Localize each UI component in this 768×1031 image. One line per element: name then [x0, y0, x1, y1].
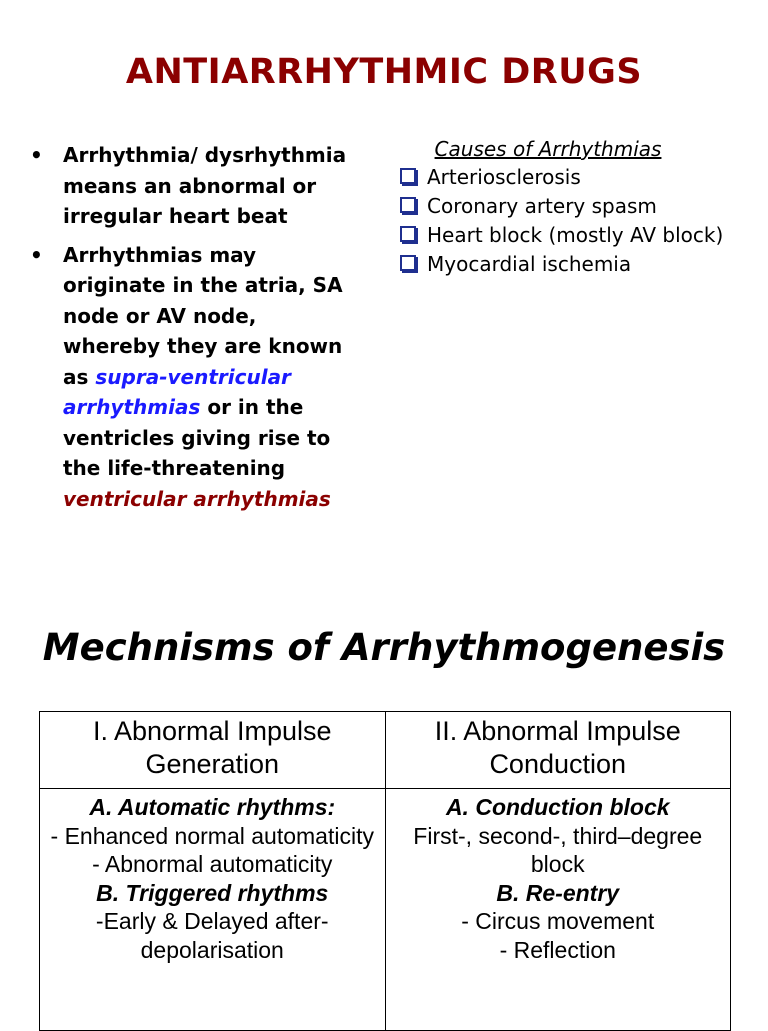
cause-label: Heart block (mostly AV block)	[427, 223, 724, 247]
cause-item	[398, 223, 728, 247]
cause-label: Myocardial ischemia	[427, 252, 632, 276]
degree-block: First-, second-, third–degree block	[413, 822, 703, 877]
table-header-row	[40, 712, 731, 789]
reflection: - Reflection	[499, 936, 616, 963]
checkbox-bullet-icon	[400, 226, 416, 242]
page-title: ANTIARRHYTHMIC DRUGS	[125, 52, 643, 92]
column-header-conduction: II. Abnormal Impulse Conduction	[385, 712, 731, 789]
cause-item	[398, 194, 728, 218]
mechanisms-title: Mechnisms of Arrhythmogenesis	[42, 626, 726, 669]
mechanisms-table	[39, 711, 731, 1031]
bullet-dot: •	[30, 242, 43, 267]
bullet-origin	[30, 240, 360, 515]
cause-item	[398, 252, 728, 276]
checkbox-bullet-icon	[400, 197, 416, 213]
bullet-definition	[30, 140, 360, 232]
checkbox-bullet-icon	[400, 168, 416, 184]
automatic-rhythms-heading: A. Automatic rhythms:	[89, 794, 336, 820]
circus-movement: - Circus movement	[461, 908, 655, 934]
causes-title: Causes of Arrhythmias	[434, 137, 662, 161]
bullet-dot: •	[30, 143, 43, 167]
bullet-text-part1: Arrhythmias may originate in the atria, SA node or AV node, whereby they are known as	[63, 242, 343, 389]
supraventricular-term: supra-ventricular arrhythmias	[63, 364, 291, 419]
conduction-cell	[385, 789, 731, 1031]
ventricular-term: ventricular arrhythmias	[63, 486, 331, 511]
conduction-block-heading: A. Conduction block	[445, 794, 670, 820]
generation-cell	[40, 789, 386, 1031]
cause-label: Coronary artery spasm	[427, 194, 657, 218]
bullet-text: Arrhythmia/ dysrhythmia means an abnormal or irregular heart beat	[63, 143, 347, 228]
table-row	[40, 789, 731, 1031]
abnormal-automaticity: - Abnormal automaticity	[92, 851, 333, 877]
cause-item	[398, 165, 728, 189]
enhanced-automaticity: - Enhanced normal automaticity	[50, 822, 374, 849]
checkbox-bullet-icon	[400, 255, 416, 271]
intro-bullets	[30, 140, 360, 522]
cause-label: Arteriosclerosis	[427, 165, 581, 189]
triggered-rhythms-heading: B. Triggered rhythms	[96, 879, 329, 906]
bullet-text-part2: or in the ventricles giving rise to the life-threatening	[63, 395, 331, 480]
re-entry-heading: B. Re-entry	[496, 879, 620, 906]
causes-section	[398, 134, 728, 281]
column-header-generation: I. Abnormal Impulse Generation	[40, 712, 386, 789]
after-depolarisation: -Early & Delayed after-depolarisation	[95, 908, 329, 963]
